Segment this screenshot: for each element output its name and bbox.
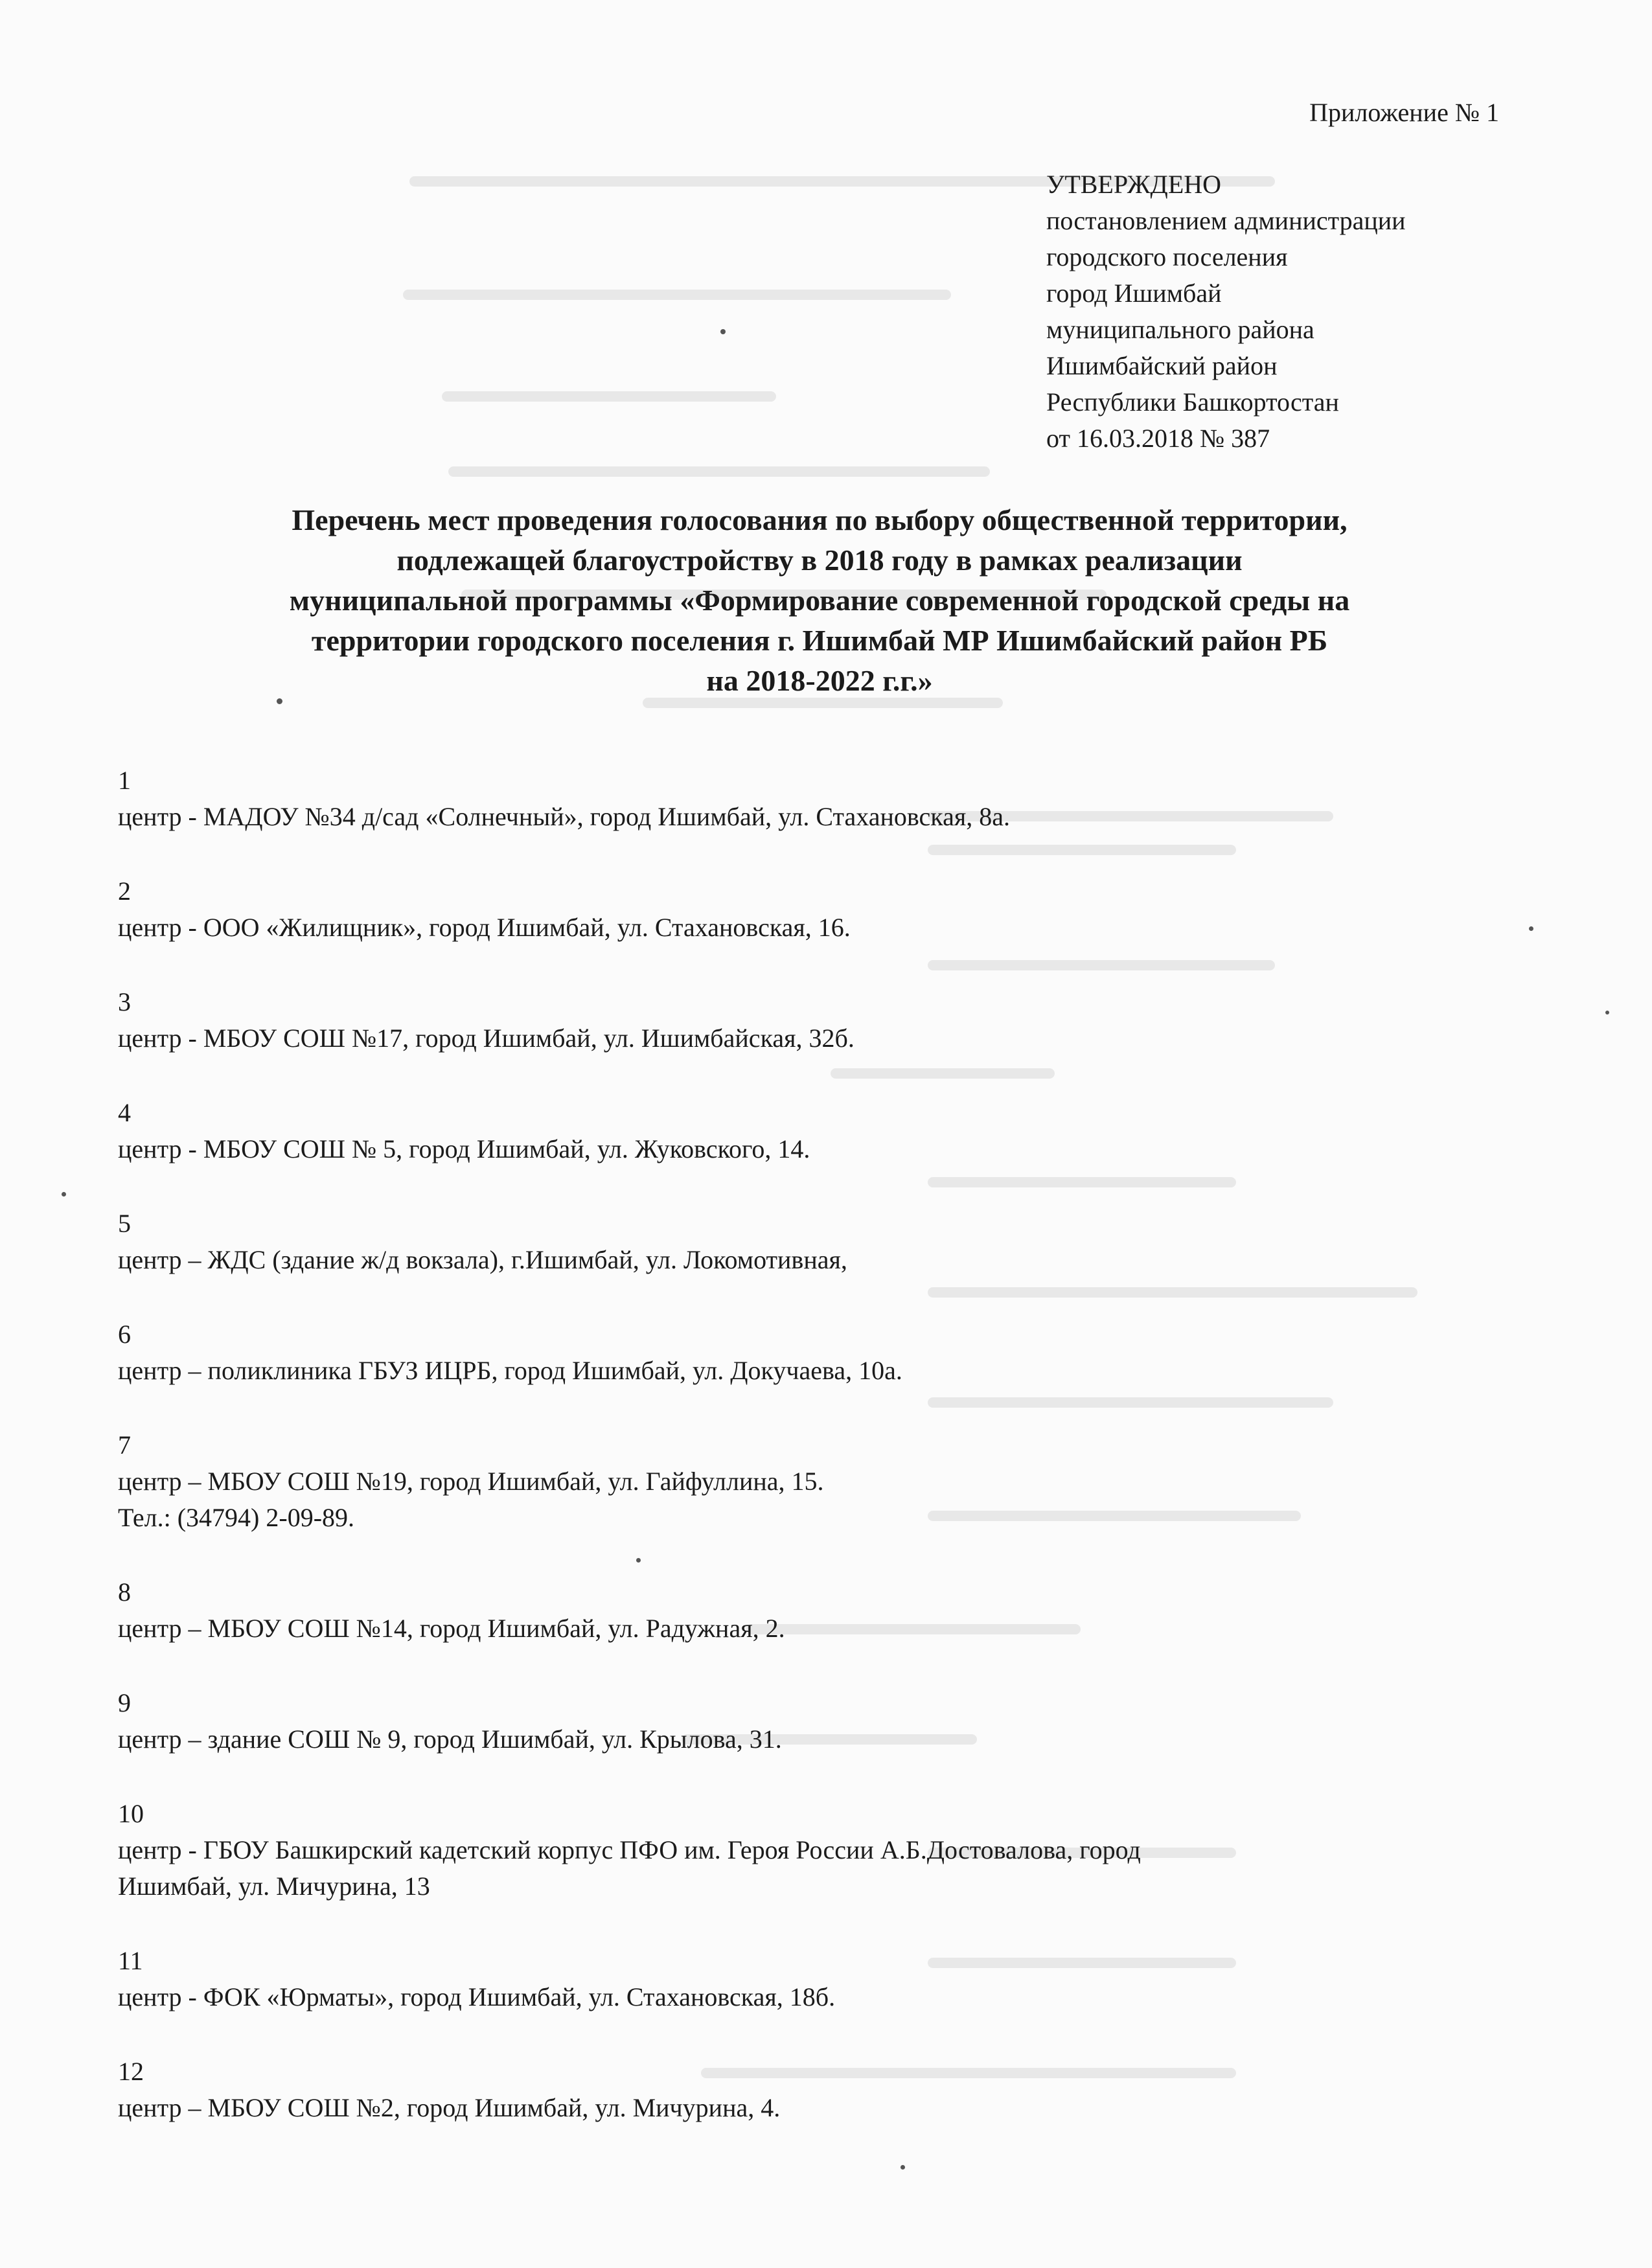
site-number: 7 (118, 1430, 131, 1460)
site-number: 9 (118, 1688, 131, 1717)
site-address: центр – поликлиника ГБУЗ ИЦРБ, город Ишимбай, ул. Докучаева, 10а. (118, 1356, 902, 1385)
list-item (118, 984, 1530, 1057)
approval-line: город Ишимбай (1046, 279, 1222, 308)
list-item (118, 2054, 1530, 2126)
list-item (118, 1574, 1530, 1647)
site-address: центр – МБОУ СОШ №14, город Ишимбай, ул. Радужная, 2. (118, 1614, 785, 1643)
site-address: центр – МБОУ СОШ №2, город Ишимбай, ул. Мичурина, 4. (118, 2093, 781, 2122)
site-address: центр – здание СОШ № 9, город Ишимбай, ул. Крылова, 31. (118, 1724, 782, 1754)
site-number: 4 (118, 1098, 131, 1127)
speck (720, 329, 726, 334)
list-item (118, 1427, 1530, 1536)
site-number: 1 (118, 766, 131, 795)
list-item (118, 1316, 1530, 1389)
voting-sites-list (118, 762, 1530, 2164)
site-address: центр – ЖДС (здание ж/д вокзала), г.Ишимбай, ул. Локомотивная, (118, 1245, 847, 1274)
site-address: центр - ООО «Жилищник», город Ишимбай, ул. Стахановская, 16. (118, 913, 851, 942)
speck (1605, 1011, 1609, 1014)
site-address-continued: Ишимбай, ул. Мичурина, 13 (118, 1872, 430, 1901)
approval-block (1046, 166, 1539, 457)
title-line: Перечень мест проведения голосования по выбору общественной территории, (292, 503, 1348, 536)
title-line: муниципальной программы «Формирование современной городской среды на (289, 584, 1350, 617)
approval-line: Республики Башкортостан (1046, 387, 1339, 417)
list-item (118, 1206, 1530, 1278)
site-number: 5 (118, 1209, 131, 1238)
title-line: на 2018-2022 г.г.» (706, 664, 933, 697)
site-number: 6 (118, 1320, 131, 1349)
site-number: 12 (118, 2057, 144, 2086)
site-address: центр - ГБОУ Башкирский кадетский корпус ПФО им. Героя России А.Б.Достовалова, город (118, 1835, 1141, 1864)
site-number: 10 (118, 1799, 144, 1828)
appendix-number: Приложение № 1 (1309, 98, 1499, 127)
site-address: центр - МАДОУ №34 д/сад «Солнечный», город Ишимбай, ул. Стахановская, 8а. (118, 802, 1010, 831)
site-address: центр – МБОУ СОШ №19, город Ишимбай, ул. Гайфуллина, 15. (118, 1467, 824, 1496)
approval-line: УТВЕРЖДЕНО (1046, 170, 1222, 199)
site-number: 11 (118, 1946, 143, 1975)
document-title (123, 500, 1516, 701)
approval-line: постановлением администрации (1046, 206, 1406, 235)
approval-line: от 16.03.2018 № 387 (1046, 424, 1270, 453)
list-item (118, 1685, 1530, 1758)
list-item (118, 1095, 1530, 1167)
site-number: 2 (118, 876, 131, 906)
list-item (118, 873, 1530, 946)
title-line: территории городского поселения г. Ишимбай МР Ишимбайский район РБ (311, 624, 1328, 657)
title-line: подлежащей благоустройству в 2018 году в рамках реализации (396, 544, 1243, 577)
site-number: 8 (118, 1577, 131, 1607)
approval-line: Ишимбайский район (1046, 351, 1278, 380)
site-phone: Тел.: (34794) 2-09-89. (118, 1503, 355, 1532)
site-address: центр - ФОК «Юрматы», город Ишимбай, ул. Стахановская, 18б. (118, 1982, 836, 2011)
site-address: центр - МБОУ СОШ № 5, город Ишимбай, ул. Жуковского, 14. (118, 1134, 810, 1163)
speck (62, 1192, 66, 1197)
approval-line: муниципального района (1046, 315, 1314, 344)
approval-line: городского поселения (1046, 242, 1288, 271)
list-item (118, 1943, 1530, 2015)
site-address: центр - МБОУ СОШ №17, город Ишимбай, ул. Ишимбайская, 32б. (118, 1024, 855, 1053)
list-item (118, 1796, 1530, 1905)
list-item (118, 762, 1530, 835)
speck (901, 2165, 905, 2170)
site-number: 3 (118, 987, 131, 1016)
